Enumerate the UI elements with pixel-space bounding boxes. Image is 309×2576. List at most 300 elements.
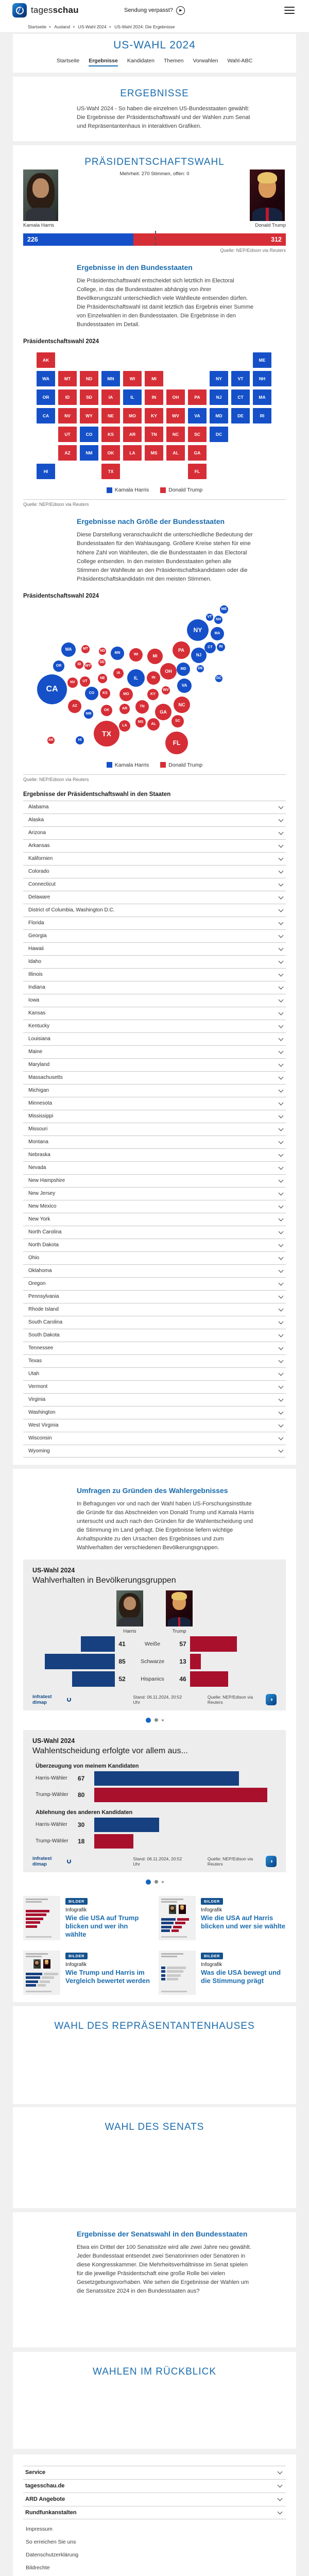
senat-title: WAHL DES SENATS bbox=[105, 2121, 204, 2132]
info1-title: Wahlverhalten in Bevölkerungsgruppen bbox=[32, 1575, 176, 1585]
state-accordion-row-arizona[interactable] bbox=[23, 826, 286, 839]
state-accordion-label: Kentucky bbox=[28, 1023, 50, 1029]
states-heading: Ergebnisse in den Bundesstaaten bbox=[77, 263, 193, 272]
state-bubble-mt[interactable]: MT bbox=[81, 645, 90, 653]
state-accordion-label: Wyoming bbox=[28, 1448, 50, 1454]
teaser-title: Wie die USA auf Trump blicken und wer ihn wählte bbox=[65, 1913, 139, 1939]
chevron-down-icon bbox=[279, 842, 284, 848]
state-accordion-row-kentucky[interactable] bbox=[23, 1020, 286, 1032]
tagesschau-logo[interactable] bbox=[12, 3, 79, 18]
chevron-down-icon bbox=[278, 2510, 283, 2515]
state-tile-sd[interactable]: SD bbox=[79, 389, 99, 405]
breadcrumb-item[interactable]: US-Wahl 2024: Die Ergebnisse bbox=[114, 24, 175, 29]
carousel-dot-2[interactable] bbox=[154, 1880, 158, 1884]
repraesentantenhaus-card bbox=[13, 2006, 296, 2104]
carousel-dot-3[interactable] bbox=[162, 1719, 164, 1721]
state-accordion-row-alaska[interactable] bbox=[23, 814, 286, 826]
tagesschau-wordmark: tagesschau bbox=[31, 5, 79, 15]
state-accordion-label: West Virginia bbox=[28, 1422, 59, 1429]
state-bubble-md[interactable]: MD bbox=[177, 663, 190, 676]
info2-title: Wahlentscheidung erfolgte vor allem aus... bbox=[32, 1746, 188, 1755]
chevron-down-icon bbox=[279, 1422, 284, 1427]
chevron-down-icon bbox=[279, 1409, 284, 1414]
state-tile-nm[interactable]: NM bbox=[79, 445, 99, 461]
breadcrumb-item[interactable]: Ausland bbox=[54, 24, 71, 29]
bilder-badge: BILDER bbox=[65, 1898, 88, 1905]
state-tile-vt[interactable]: VT bbox=[231, 370, 250, 387]
state-tile-tn[interactable]: TN bbox=[144, 426, 164, 443]
info1-stand: Stand: 06.11.2024, 20:52 Uhr bbox=[133, 1694, 182, 1705]
states-text: Die Präsidentschaftswahl entscheidet sich letztlich im Electoral College, in das die Bundesstaaten abhängig von ihrer Bevölkerungszahl unterschiedlich viele Wahlleute entsenden dürfen. Die Präsidentschaftswahl ist damit letztlich das Ergebnis einer Summe von Einzelwahlen in den Bundesstaaten. Die Ergebnisse in den Bundesstaaten im Detail. bbox=[77, 278, 253, 328]
state-bubble-ut[interactable]: UT bbox=[80, 676, 90, 687]
majority-marker bbox=[155, 231, 156, 246]
candidates-row bbox=[23, 170, 286, 228]
state-bubble-nm[interactable]: NM bbox=[84, 709, 93, 719]
state-accordion-row-georgia[interactable] bbox=[23, 929, 286, 942]
chevron-down-icon bbox=[279, 1113, 284, 1118]
divider bbox=[23, 774, 286, 775]
state-accordion-row-tennessee[interactable] bbox=[23, 1342, 286, 1354]
footer-accordion bbox=[23, 2466, 286, 2519]
state-accordion-row-new-jersey[interactable] bbox=[23, 1187, 286, 1200]
state-accordion-label: Maryland bbox=[28, 1062, 50, 1068]
state-tile-ct[interactable]: CT bbox=[231, 389, 250, 405]
state-tile-sc[interactable]: SC bbox=[187, 426, 207, 443]
state-tile-nd[interactable]: ND bbox=[79, 370, 99, 387]
state-accordion-row-nebraska[interactable] bbox=[23, 1148, 286, 1161]
state-tile-ne[interactable]: NE bbox=[101, 408, 121, 424]
tab-vorwahlen[interactable]: Vorwahlen bbox=[193, 58, 218, 64]
state-tile-la[interactable]: LA bbox=[123, 445, 142, 461]
state-bubble-ky[interactable]: KY bbox=[147, 689, 159, 700]
state-bubble-ny[interactable]: NY bbox=[187, 619, 209, 641]
info2-kicker: US-Wahl 2024 bbox=[32, 1737, 75, 1744]
state-accordion-row-oklahoma[interactable] bbox=[23, 1264, 286, 1277]
harris-legend-label: Kamala Harris bbox=[114, 487, 149, 494]
state-accordion-row-rhode-island[interactable] bbox=[23, 1303, 286, 1316]
state-accordion-row-michigan[interactable] bbox=[23, 1084, 286, 1097]
teaser-was-die-usa-bewegt-und-die-s[interactable] bbox=[159, 1951, 286, 1995]
info1-left-label: Harris bbox=[123, 1628, 136, 1634]
teaser-kicker: Infografik bbox=[201, 1961, 222, 1968]
state-bubble-oh[interactable]: OH bbox=[160, 663, 177, 680]
electoral-vote-bar bbox=[23, 233, 286, 246]
state-accordion-label: Georgia bbox=[28, 933, 47, 939]
state-accordion-row-new-york[interactable] bbox=[23, 1213, 286, 1226]
ev-source: Quelle: NEP/Edison via Reuters bbox=[220, 248, 286, 253]
state-tile-de[interactable]: DE bbox=[231, 408, 250, 424]
tab-themen[interactable]: Themen bbox=[163, 58, 184, 64]
state-accordion-row-north-carolina[interactable] bbox=[23, 1226, 286, 1239]
state-accordion-row-district-of-columbia-washington-d-c-[interactable] bbox=[23, 904, 286, 917]
teaser-thumbnail bbox=[23, 1951, 60, 1995]
chevron-down-icon bbox=[279, 945, 284, 951]
state-accordion-label: District of Columbia, Washington D.C. bbox=[28, 907, 115, 913]
state-bubble-ri[interactable]: RI bbox=[217, 643, 225, 651]
harris-bar bbox=[45, 1654, 115, 1669]
state-bubble-nv[interactable]: NV bbox=[67, 677, 78, 688]
state-tile-nc[interactable]: NC bbox=[166, 426, 185, 443]
trump-bar bbox=[190, 1636, 237, 1652]
state-bubble-sc[interactable]: SC bbox=[171, 715, 184, 727]
state-tile-tx[interactable]: TX bbox=[101, 463, 121, 480]
state-tile-wa[interactable]: WA bbox=[36, 370, 56, 387]
state-tile-co[interactable]: CO bbox=[79, 426, 99, 443]
state-bubble-dc[interactable]: DC bbox=[215, 675, 222, 682]
state-tile-nv[interactable]: NV bbox=[58, 408, 77, 424]
decision-row-trump-wähler bbox=[32, 1788, 277, 1802]
voter-group-label: Trump-Wähler bbox=[36, 1838, 68, 1844]
carousel-dot-1[interactable] bbox=[146, 1879, 151, 1885]
state-accordion-label: Florida bbox=[28, 920, 44, 926]
state-bubble-or[interactable]: OR bbox=[53, 660, 64, 672]
demographic-row-schwarze bbox=[32, 1654, 277, 1669]
state-bubble-wi[interactable]: WI bbox=[129, 648, 143, 662]
state-bubble-ma[interactable]: MA bbox=[211, 627, 224, 640]
chevron-down-icon bbox=[279, 1435, 284, 1440]
size-text: Diese Darstellung veranschaulicht die unterschiedliche Bedeutung der Bundesstaaten für den Wahlausgang. Größere Kreise stehen für eine höhere Zahl von Wahlleuten, die die Bundesstaaten in das Electoral College entsenden. In den meisten Bundesstaaten gehen alle Stimmen der Wahlleute an den Präsidentschaftskandidaten oder die Präsidentschaftskandidatin mit den meisten Stimmen. bbox=[77, 532, 253, 582]
site-header bbox=[0, 0, 309, 21]
state-accordion-row-maryland[interactable] bbox=[23, 1058, 286, 1071]
state-accordion-row-kalifornien[interactable] bbox=[23, 852, 286, 865]
state-bubble-az[interactable]: AZ bbox=[68, 700, 81, 713]
state-accordion-label: Kalifornien bbox=[28, 856, 53, 862]
state-accordion-label: Iowa bbox=[28, 997, 40, 1004]
state-bubble-fl[interactable]: FL bbox=[165, 732, 188, 754]
state-accordion-label: Mississippi bbox=[28, 1113, 54, 1120]
state-accordion-row-washington[interactable] bbox=[23, 1406, 286, 1419]
state-accordion-row-mississippi[interactable] bbox=[23, 1110, 286, 1123]
state-bubble-ok[interactable]: OK bbox=[101, 705, 112, 716]
senat-card bbox=[13, 2107, 296, 2208]
state-tile-dc[interactable]: DC bbox=[209, 426, 229, 443]
state-bubble-il[interactable]: IL bbox=[127, 669, 145, 687]
teaser-thumbnail bbox=[23, 1896, 60, 1940]
bilder-badge: BILDER bbox=[201, 1953, 223, 1959]
footer-accordion-tagesschau-de[interactable]: tagesschau.de bbox=[23, 2479, 286, 2493]
state-bubble-nj[interactable]: NJ bbox=[191, 648, 207, 663]
demographic-row-hispanics bbox=[32, 1671, 277, 1687]
state-accordion-row-ohio[interactable] bbox=[23, 1251, 286, 1264]
state-bubble-al[interactable]: AL bbox=[147, 718, 160, 731]
state-accordion-label: Louisiana bbox=[28, 1036, 50, 1042]
state-accordion-row-oregon[interactable] bbox=[23, 1277, 286, 1290]
state-tile-in[interactable]: IN bbox=[144, 389, 164, 405]
state-bubble-la[interactable]: LA bbox=[119, 720, 130, 732]
footer-link-so-erreichen-sie-uns[interactable]: So erreichen Sie uns bbox=[26, 2538, 76, 2545]
state-bubble-ks[interactable]: KS bbox=[100, 688, 110, 699]
chevron-down-icon bbox=[279, 1383, 284, 1388]
state-accordion-row-florida[interactable] bbox=[23, 917, 286, 929]
tab-startseite[interactable]: Startseite bbox=[56, 58, 80, 64]
state-tile-fl[interactable]: FL bbox=[187, 463, 207, 480]
state-bubble-me[interactable]: ME bbox=[220, 605, 228, 614]
state-bubble-ct[interactable]: CT bbox=[204, 642, 216, 653]
state-bubble-va[interactable]: VA bbox=[177, 679, 192, 693]
breadcrumb-item[interactable]: US-Wahl 2024 bbox=[78, 24, 107, 29]
state-tile-oh[interactable]: OH bbox=[166, 389, 185, 405]
chevron-down-icon bbox=[279, 1087, 284, 1092]
state-bubble-nc[interactable]: NC bbox=[174, 697, 190, 713]
state-accordion-row-new-mexico[interactable] bbox=[23, 1200, 286, 1213]
state-tile-ok[interactable]: OK bbox=[101, 445, 121, 461]
senatswahl-ergebnisse-card bbox=[13, 2212, 296, 2347]
state-tile-ky[interactable]: KY bbox=[144, 408, 164, 424]
state-accordion-row-colorado[interactable] bbox=[23, 865, 286, 878]
chevron-down-icon bbox=[279, 1319, 284, 1324]
breadcrumb-separator: ▸ bbox=[49, 25, 52, 29]
chevron-down-icon bbox=[279, 971, 284, 976]
tab-kandidaten[interactable]: Kandidaten bbox=[127, 58, 154, 64]
state-accordion-label: Hawaii bbox=[28, 946, 44, 952]
state-tile-ut[interactable]: UT bbox=[58, 426, 77, 443]
chevron-down-icon bbox=[278, 2496, 283, 2501]
harris-value: 85 bbox=[118, 1657, 126, 1665]
state-accordion-row-iowa[interactable] bbox=[23, 994, 286, 1007]
infographic-decision[interactable] bbox=[23, 1730, 286, 1872]
state-accordion-row-vermont[interactable] bbox=[23, 1380, 286, 1393]
state-tile-ny[interactable]: NY bbox=[209, 370, 229, 387]
state-accordion-label: Virginia bbox=[28, 1397, 46, 1403]
state-accordion-row-north-dakota[interactable] bbox=[23, 1239, 286, 1251]
chevron-down-icon bbox=[279, 1345, 284, 1350]
chevron-down-icon bbox=[279, 1074, 284, 1079]
state-bubble-ca[interactable]: CA bbox=[37, 674, 67, 704]
infographic-demographics[interactable] bbox=[23, 1560, 286, 1710]
state-tile-wy[interactable]: WY bbox=[79, 408, 99, 424]
chevron-down-icon bbox=[279, 920, 284, 925]
footer-accordion-rundfunkanstalten[interactable]: Rundfunkanstalten bbox=[23, 2506, 286, 2519]
state-bubble-id[interactable]: ID bbox=[75, 660, 83, 669]
state-accordion-row-minnesota[interactable] bbox=[23, 1097, 286, 1110]
trump-bar bbox=[94, 1834, 133, 1849]
state-tile-me[interactable]: ME bbox=[252, 352, 272, 368]
state-bubble-de[interactable]: DE bbox=[197, 665, 204, 672]
state-bubble-nh[interactable]: NH bbox=[214, 616, 222, 624]
tab-ergebnisse[interactable]: Ergebnisse bbox=[89, 58, 118, 66]
dimap-logo-icon bbox=[67, 1697, 72, 1702]
state-tile-mo[interactable]: MO bbox=[123, 408, 142, 424]
state-tile-ms[interactable]: MS bbox=[144, 445, 164, 461]
state-tile-ks[interactable]: KS bbox=[101, 426, 121, 443]
menu-icon[interactable] bbox=[282, 5, 297, 16]
state-tile-id[interactable]: ID bbox=[58, 389, 77, 405]
umfragen-heading: Umfragen zu Gründen des Wahlergebnisses bbox=[77, 1486, 228, 1495]
state-accordion-row-illinois[interactable] bbox=[23, 968, 286, 981]
state-bubble-sd[interactable]: SD bbox=[98, 659, 106, 666]
footer-link-bildrechte[interactable]: Bildrechte bbox=[26, 2564, 50, 2571]
value: 80 bbox=[78, 1791, 85, 1799]
state-bubble-ia[interactable]: IA bbox=[113, 668, 124, 679]
state-accordion-row-west-virginia[interactable] bbox=[23, 1419, 286, 1432]
decision-group-heading: Überzeugung von meinem Kandidaten bbox=[36, 1762, 139, 1769]
state-accordion-label: Michigan bbox=[28, 1088, 49, 1094]
state-accordion-label: Washington bbox=[28, 1410, 56, 1416]
state-tile-al[interactable]: AL bbox=[166, 445, 185, 461]
chevron-down-icon bbox=[279, 894, 284, 899]
footer-link-datenschutzerklärung[interactable]: Datenschutzerklärung bbox=[26, 2551, 79, 2558]
teaser-wie-die-usa-auf-harris-blick[interactable] bbox=[159, 1896, 286, 1940]
state-tile-ga[interactable]: GA bbox=[187, 445, 207, 461]
state-accordion-row-hawaii[interactable] bbox=[23, 942, 286, 955]
chevron-down-icon bbox=[279, 1229, 284, 1234]
trump-legend-label: Donald Trump bbox=[168, 487, 203, 494]
state-bubble-in[interactable]: IN bbox=[147, 671, 160, 685]
map-source: Quelle: NEP/Edison via Reuters bbox=[23, 502, 89, 507]
decision-group-heading: Ablehnung des anderen Kandidaten bbox=[36, 1809, 133, 1816]
state-tile-nh[interactable]: NH bbox=[252, 370, 272, 387]
trump-value: 13 bbox=[179, 1657, 186, 1665]
tab-wahl-abc[interactable]: Wahl-ABC bbox=[227, 58, 253, 64]
state-accordion-label: Arizona bbox=[28, 830, 46, 836]
state-accordion-label: Kansas bbox=[28, 1010, 46, 1016]
state-tile-ak[interactable]: AK bbox=[36, 352, 56, 368]
state-tile-ma[interactable]: MA bbox=[252, 389, 272, 405]
state-bubble-ak[interactable]: AK bbox=[47, 737, 55, 744]
state-bubble-nd[interactable]: ND bbox=[99, 648, 106, 655]
state-accordion-row-nevada[interactable] bbox=[23, 1161, 286, 1174]
harris-bar bbox=[94, 1818, 159, 1832]
umfragen-text: In Befragungen vor und nach der Wahl haben US-Forschungsinstitute die Gründe für das Abschneiden von Donald Trump und Kamala Harris untersucht und auch nach den Gründen für die Wahlentscheidung und die Stimmung im Land gefragt. Die Ergebnisse liefern wichtige Anhaltspunkte zu den Ursachen des Ergebnisses und zum Wahlverhalten der verschiedenen Bevölkerungsgruppen. bbox=[77, 1500, 254, 1551]
state-accordion-row-alabama[interactable] bbox=[23, 801, 286, 814]
state-accordion-label: Tennessee bbox=[28, 1345, 54, 1351]
state-bubble-tx[interactable]: TX bbox=[94, 721, 119, 747]
footer-link-impressum[interactable]: Impressum bbox=[26, 2526, 53, 2532]
chevron-down-icon bbox=[279, 1280, 284, 1285]
footer-accordion-service[interactable]: Service bbox=[23, 2466, 286, 2479]
state-accordion-label: New York bbox=[28, 1216, 50, 1223]
info2-stand: Stand: 06.11.2024, 20:52 Uhr bbox=[133, 1856, 182, 1867]
state-tile-md[interactable]: MD bbox=[209, 408, 229, 424]
state-accordion-row-delaware[interactable] bbox=[23, 891, 286, 904]
state-tile-ia[interactable]: IA bbox=[101, 389, 121, 405]
chevron-down-icon bbox=[279, 868, 284, 873]
decision-row-trump-wähler bbox=[32, 1834, 277, 1849]
decision-bars bbox=[32, 1763, 277, 1849]
state-tile-pa[interactable]: PA bbox=[187, 389, 207, 405]
state-bubble-ar[interactable]: AR bbox=[119, 704, 130, 714]
chevron-down-icon bbox=[279, 1010, 284, 1015]
state-accordion-row-indiana[interactable] bbox=[23, 981, 286, 994]
state-accordion-label: New Jersey bbox=[28, 1191, 56, 1197]
carousel-dot-1[interactable] bbox=[146, 1718, 151, 1723]
state-accordion-row-wyoming[interactable] bbox=[23, 1445, 286, 1458]
group-label: Hispanics bbox=[141, 1675, 164, 1682]
chevron-down-icon bbox=[279, 1177, 284, 1182]
chevron-down-icon bbox=[279, 1255, 284, 1260]
state-bubble-ga[interactable]: GA bbox=[155, 704, 171, 720]
divider bbox=[23, 499, 286, 500]
chevron-down-icon bbox=[279, 1023, 284, 1028]
state-tile-mn[interactable]: MN bbox=[101, 370, 121, 387]
teaser-wie-trump-und-harris-im-verg[interactable] bbox=[23, 1951, 150, 1995]
state-bubble-ne[interactable]: NE bbox=[98, 674, 107, 683]
state-accordion-row-connecticut[interactable] bbox=[23, 878, 286, 891]
state-accordion-heading: Ergebnisse der Präsidentschaftswahl in den Staaten bbox=[23, 791, 171, 798]
state-accordion-row-kansas[interactable] bbox=[23, 1007, 286, 1020]
state-tile-nj[interactable]: NJ bbox=[209, 389, 229, 405]
state-bubble-pa[interactable]: PA bbox=[173, 641, 190, 659]
state-bubble-co[interactable]: CO bbox=[85, 687, 98, 700]
state-tile-mt[interactable]: MT bbox=[58, 370, 77, 387]
value: 18 bbox=[78, 1837, 85, 1845]
carousel-dot-2[interactable] bbox=[154, 1718, 158, 1722]
chevron-down-icon bbox=[279, 1293, 284, 1298]
state-tile-ca[interactable]: CA bbox=[36, 408, 56, 424]
state-accordion-label: Colorado bbox=[28, 869, 49, 875]
state-bubble-wv[interactable]: WV bbox=[162, 686, 170, 694]
state-accordion-row-montana[interactable] bbox=[23, 1136, 286, 1148]
state-bubble-mo[interactable]: MO bbox=[119, 688, 133, 701]
teaser-wie-die-usa-auf-trump-blicke[interactable] bbox=[23, 1896, 150, 1940]
ergebnisse-intro-card bbox=[13, 77, 296, 141]
state-accordion-label: Maine bbox=[28, 1049, 43, 1055]
state-tile-ar[interactable]: AR bbox=[123, 426, 142, 443]
state-accordion-row-virginia[interactable] bbox=[23, 1393, 286, 1406]
hub-header-card bbox=[13, 34, 296, 73]
state-bubble-hi[interactable]: HI bbox=[76, 736, 84, 744]
state-accordion-label: New Mexico bbox=[28, 1204, 57, 1210]
state-accordion-row-texas[interactable] bbox=[23, 1354, 286, 1367]
chevron-down-icon bbox=[279, 829, 284, 835]
footer-accordion-ard-angebote[interactable]: ARD Angebote bbox=[23, 2493, 286, 2506]
state-accordion-row-massachusetts[interactable] bbox=[23, 1071, 286, 1084]
state-accordion-label: Idaho bbox=[28, 959, 42, 965]
state-bubble-wa[interactable]: WA bbox=[61, 642, 76, 657]
demographic-row-weiße bbox=[32, 1636, 277, 1652]
carousel-dot-3[interactable] bbox=[162, 1881, 164, 1883]
footer-links bbox=[23, 2526, 286, 2571]
state-accordion-label: North Carolina bbox=[28, 1229, 62, 1235]
state-tile-va[interactable]: VA bbox=[187, 408, 207, 424]
state-accordion-row-south-carolina[interactable] bbox=[23, 1316, 286, 1329]
state-tile-or[interactable]: OR bbox=[36, 389, 56, 405]
state-accordion-row-arkansas[interactable] bbox=[23, 839, 286, 852]
state-accordion-row-pennsylvania[interactable] bbox=[23, 1290, 286, 1303]
page-title: US-WAHL 2024 bbox=[113, 39, 196, 51]
state-accordion-row-idaho[interactable] bbox=[23, 955, 286, 968]
state-accordion-row-utah[interactable] bbox=[23, 1367, 286, 1380]
state-accordion-row-south-dakota[interactable] bbox=[23, 1329, 286, 1342]
state-tile-il[interactable]: IL bbox=[123, 389, 142, 405]
state-bubble-vt[interactable]: VT bbox=[206, 614, 213, 621]
state-bubble-mi[interactable]: MI bbox=[147, 649, 163, 664]
state-tile-ri[interactable]: RI bbox=[252, 408, 272, 424]
harris-value: 52 bbox=[118, 1675, 126, 1683]
state-accordion-row-louisiana[interactable] bbox=[23, 1032, 286, 1045]
teaser-title: Wie Trump und Harris im Vergleich bewertet werden bbox=[65, 1968, 150, 1985]
state-tile-az[interactable]: AZ bbox=[58, 445, 77, 461]
state-accordion-row-missouri[interactable] bbox=[23, 1123, 286, 1136]
state-bubble-tn[interactable]: TN bbox=[135, 700, 149, 714]
state-accordion-label: Wisconsin bbox=[28, 1435, 52, 1442]
state-accordion-row-maine[interactable] bbox=[23, 1045, 286, 1058]
chevron-down-icon bbox=[279, 855, 284, 860]
electoral-cartogram bbox=[23, 602, 284, 757]
sendung-verpasst-link[interactable] bbox=[124, 6, 185, 15]
state-accordion-row-wisconsin[interactable] bbox=[23, 1432, 286, 1445]
map-legend bbox=[23, 487, 286, 493]
state-bubble-ms[interactable]: MS bbox=[135, 717, 146, 727]
state-tile-wv[interactable]: WV bbox=[166, 408, 185, 424]
state-bubble-wy[interactable]: WY bbox=[84, 663, 92, 670]
state-tile-hi[interactable]: HI bbox=[36, 463, 56, 480]
state-bubble-mn[interactable]: MN bbox=[111, 647, 124, 660]
state-accordion-row-new-hampshire[interactable] bbox=[23, 1174, 286, 1187]
state-tile-wi[interactable]: WI bbox=[123, 370, 142, 387]
breadcrumb-item[interactable]: Startseite bbox=[28, 24, 46, 29]
state-tile-mi[interactable]: MI bbox=[144, 370, 164, 387]
